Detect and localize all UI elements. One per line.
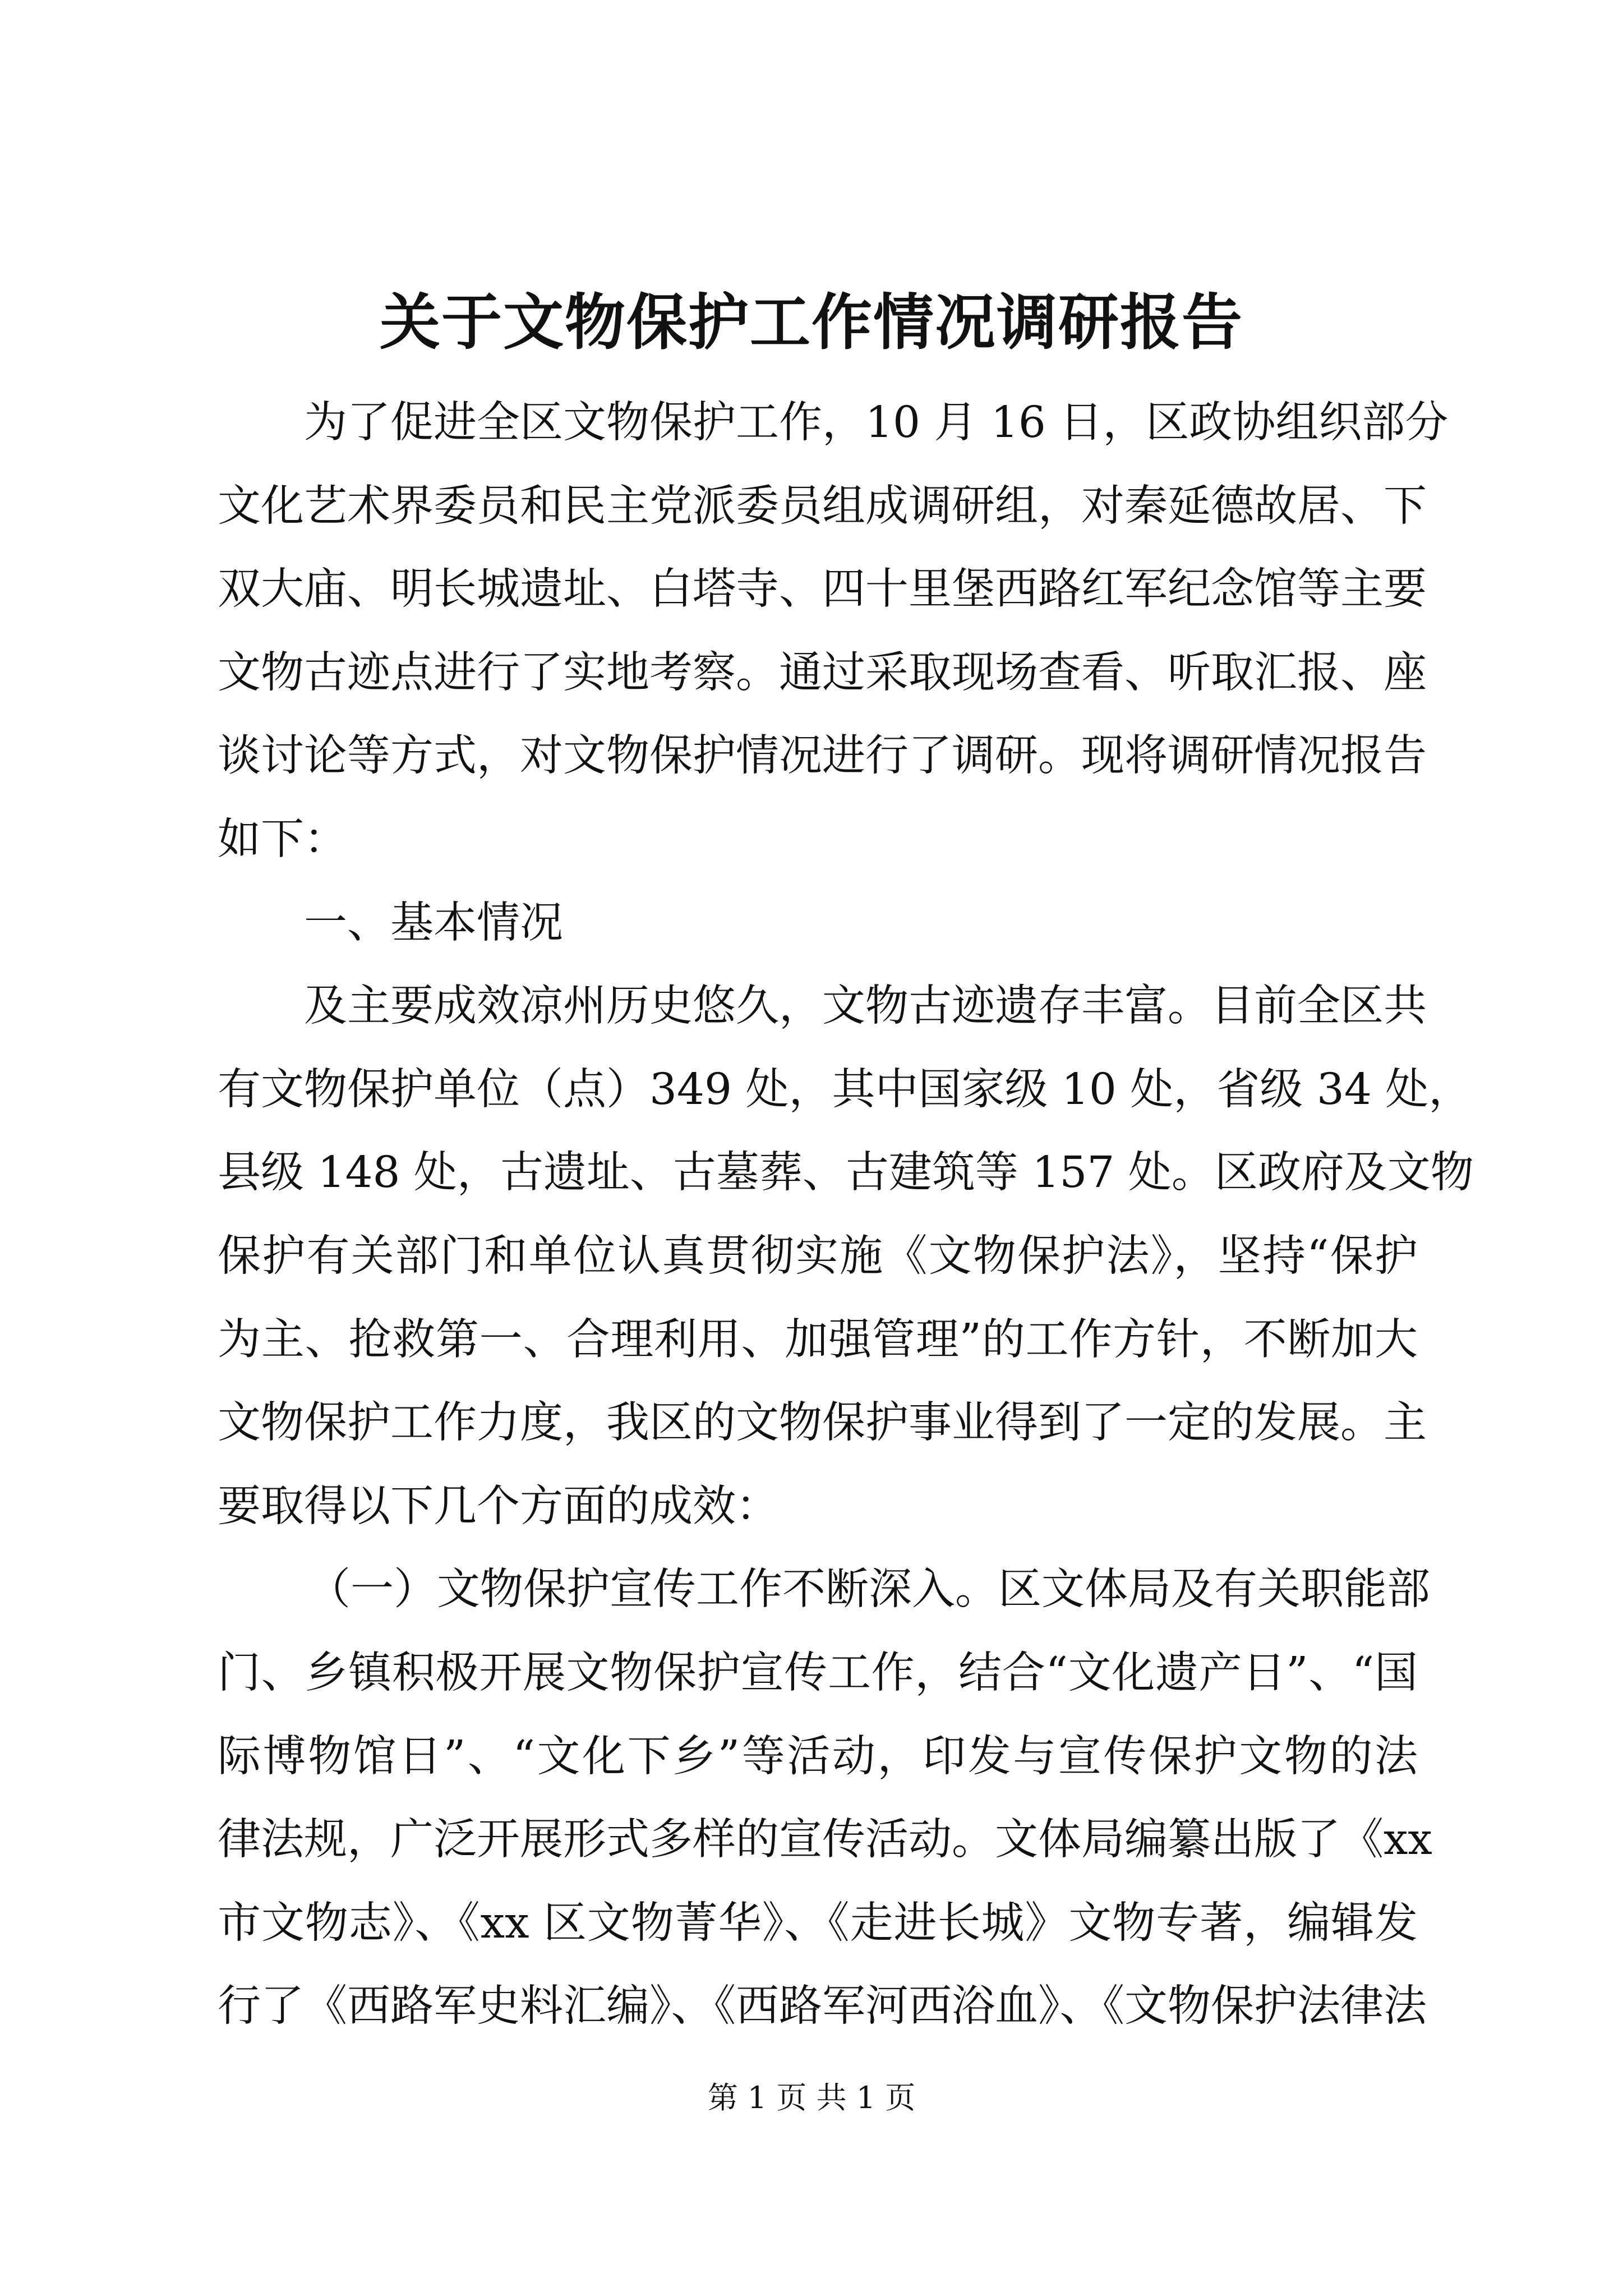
body-line: 谈讨论等方式，对文物保护情况进行了调研。现将调研情况报告 bbox=[218, 731, 1427, 781]
body-line: 文物保护工作力度，我区的文物保护事业得到了一定的发展。主 bbox=[218, 1398, 1427, 1448]
body-line: 行了《西路军史料汇编》、《西路军河西浴血》、《文物保护法律法 bbox=[218, 1981, 1427, 2032]
document-title: 关于文物保护工作情况调研报告 bbox=[379, 287, 1243, 358]
body-line: 保护有关部门和单位认真贯彻实施《文物保护法》，坚持“保护 bbox=[218, 1231, 1418, 1281]
body-line: 文物古迹点进行了实地考察。通过采取现场查看、听取汇报、座 bbox=[218, 647, 1427, 698]
body-line: 如下： bbox=[218, 814, 347, 864]
body-line: 文化艺术界委员和民主党派委员组成调研组，对秦延德故居、下 bbox=[218, 481, 1427, 531]
section-heading: 一、基本情况 bbox=[304, 898, 563, 948]
body-line: 要取得以下几个方面的成效： bbox=[218, 1481, 779, 1531]
body-line: 及主要成效凉州历史悠久，文物古迹遗存丰富。目前全区共 bbox=[304, 981, 1427, 1032]
body-line: 双大庙、明长城遗址、白塔寺、四十里堡西路红军纪念馆等主要 bbox=[218, 564, 1427, 615]
body-line: 为了促进全区文物保护工作，10 月 16 日，区政协组织部分 bbox=[304, 398, 1449, 448]
body-line: 县级 148 处，古遗址、古墓葬、古建筑等 157 处。区政府及文物 bbox=[218, 1148, 1474, 1198]
body-line: 际博物馆日”、“文化下乡”等活动，印发与宣传保护文物的法 bbox=[218, 1731, 1418, 1782]
page-footer: 第 1 页 共 1 页 bbox=[707, 2080, 916, 2115]
document-body bbox=[218, 381, 1474, 2049]
subsection-line: （一）文物保护宣传工作不断深入。区文体局及有关职能部 bbox=[307, 1565, 1430, 1615]
body-line: 为主、抢救第一、合理利用、加强管理”的工作方针，不断加大 bbox=[218, 1314, 1418, 1365]
body-line: 市文物志》、《xx 区文物菁华》、《走进长城》文物专著，编辑发 bbox=[218, 1898, 1418, 1948]
body-line: 门、乡镇积极开展文物保护宣传工作，结合“文化遗产日”、“国 bbox=[218, 1648, 1418, 1698]
body-line: 有文物保护单位（点）349 处，其中国家级 10 处，省级 34 处， bbox=[218, 1064, 1472, 1115]
body-line: 律法规，广泛开展形式多样的宣传活动。文体局编纂出版了《xx bbox=[218, 1815, 1432, 1865]
